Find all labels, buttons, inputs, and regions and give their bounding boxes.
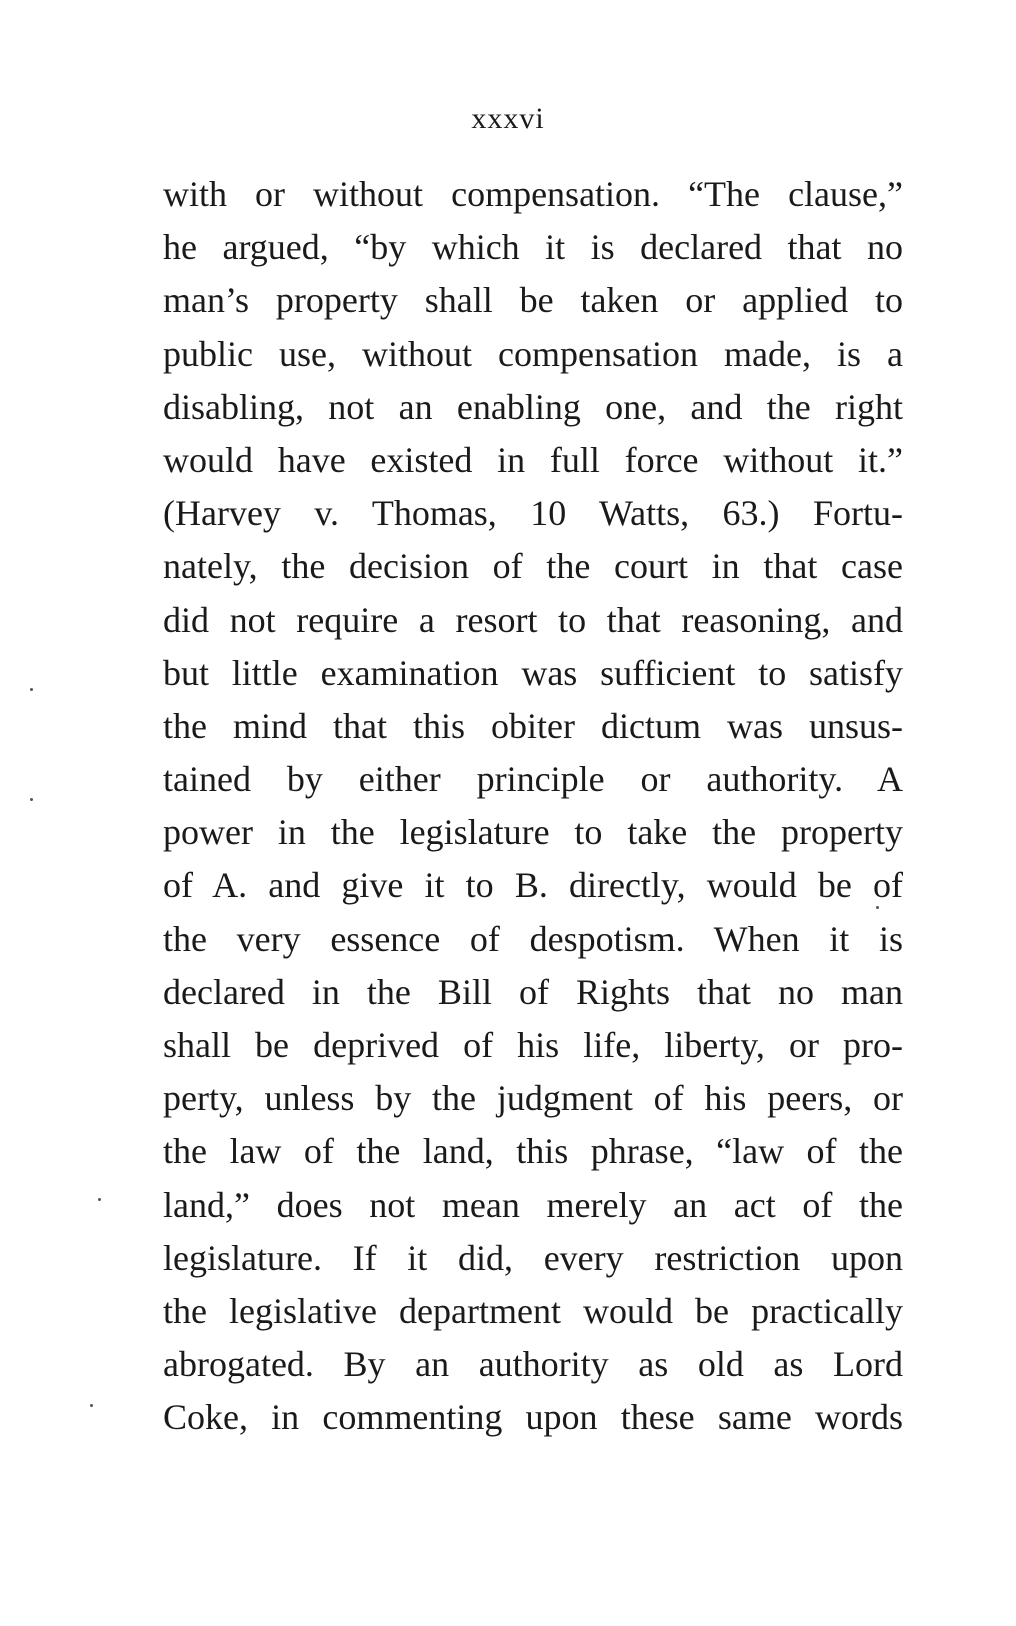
scan-speck <box>876 906 879 909</box>
text-line: the very essence of despotism. When it is <box>163 918 903 959</box>
scan-speck <box>98 1198 101 1201</box>
text-line: the law of the land, this phrase, “law of the <box>163 1131 903 1172</box>
text-line: Coke, in commenting upon these same words <box>163 1397 903 1438</box>
text-line: of A. and give it to B. directly, would be of <box>163 865 903 906</box>
text-line: but little examination was sufficient to satisfy <box>163 652 903 693</box>
text-line: he argued, “by which it is declared that no <box>163 227 903 268</box>
text-line: perty, unless by the judgment of his peers, or <box>163 1078 903 1119</box>
text-line: tained by either principle or authority. A <box>163 759 903 800</box>
text-line: power in the legislature to take the property <box>163 812 903 853</box>
text-line: man’s property shall be taken or applied to <box>163 280 903 321</box>
text-line: the mind that this obiter dictum was unsus- <box>163 705 903 746</box>
scan-speck <box>30 688 33 691</box>
scan-speck <box>90 1404 93 1407</box>
text-line: abrogated. By an authority as old as Lord <box>163 1344 903 1385</box>
body-text <box>163 168 903 1445</box>
text-line: disabling, not an enabling one, and the right <box>163 386 903 427</box>
text-line: did not require a resort to that reasoning, and <box>163 599 903 640</box>
page-number: xxxvi <box>471 102 545 135</box>
text-line: land,” does not mean merely an act of the <box>163 1184 903 1225</box>
text-line: would have existed in full force without it.” <box>163 439 903 480</box>
text-line: nately, the decision of the court in that case <box>163 546 903 587</box>
text-line: public use, without compensation made, is a <box>163 333 903 374</box>
text-line: (Harvey v. Thomas, 10 Watts, 63.) Fortu- <box>163 493 903 534</box>
scan-speck <box>30 798 33 801</box>
text-line: declared in the Bill of Rights that no man <box>163 971 903 1012</box>
text-line: with or without compensation. “The clause,” <box>163 174 903 214</box>
text-line: the legislative department would be practically <box>163 1290 903 1331</box>
text-line: legislature. If it did, every restriction upon <box>163 1237 903 1278</box>
text-line: shall be deprived of his life, liberty, or pro- <box>163 1025 903 1065</box>
